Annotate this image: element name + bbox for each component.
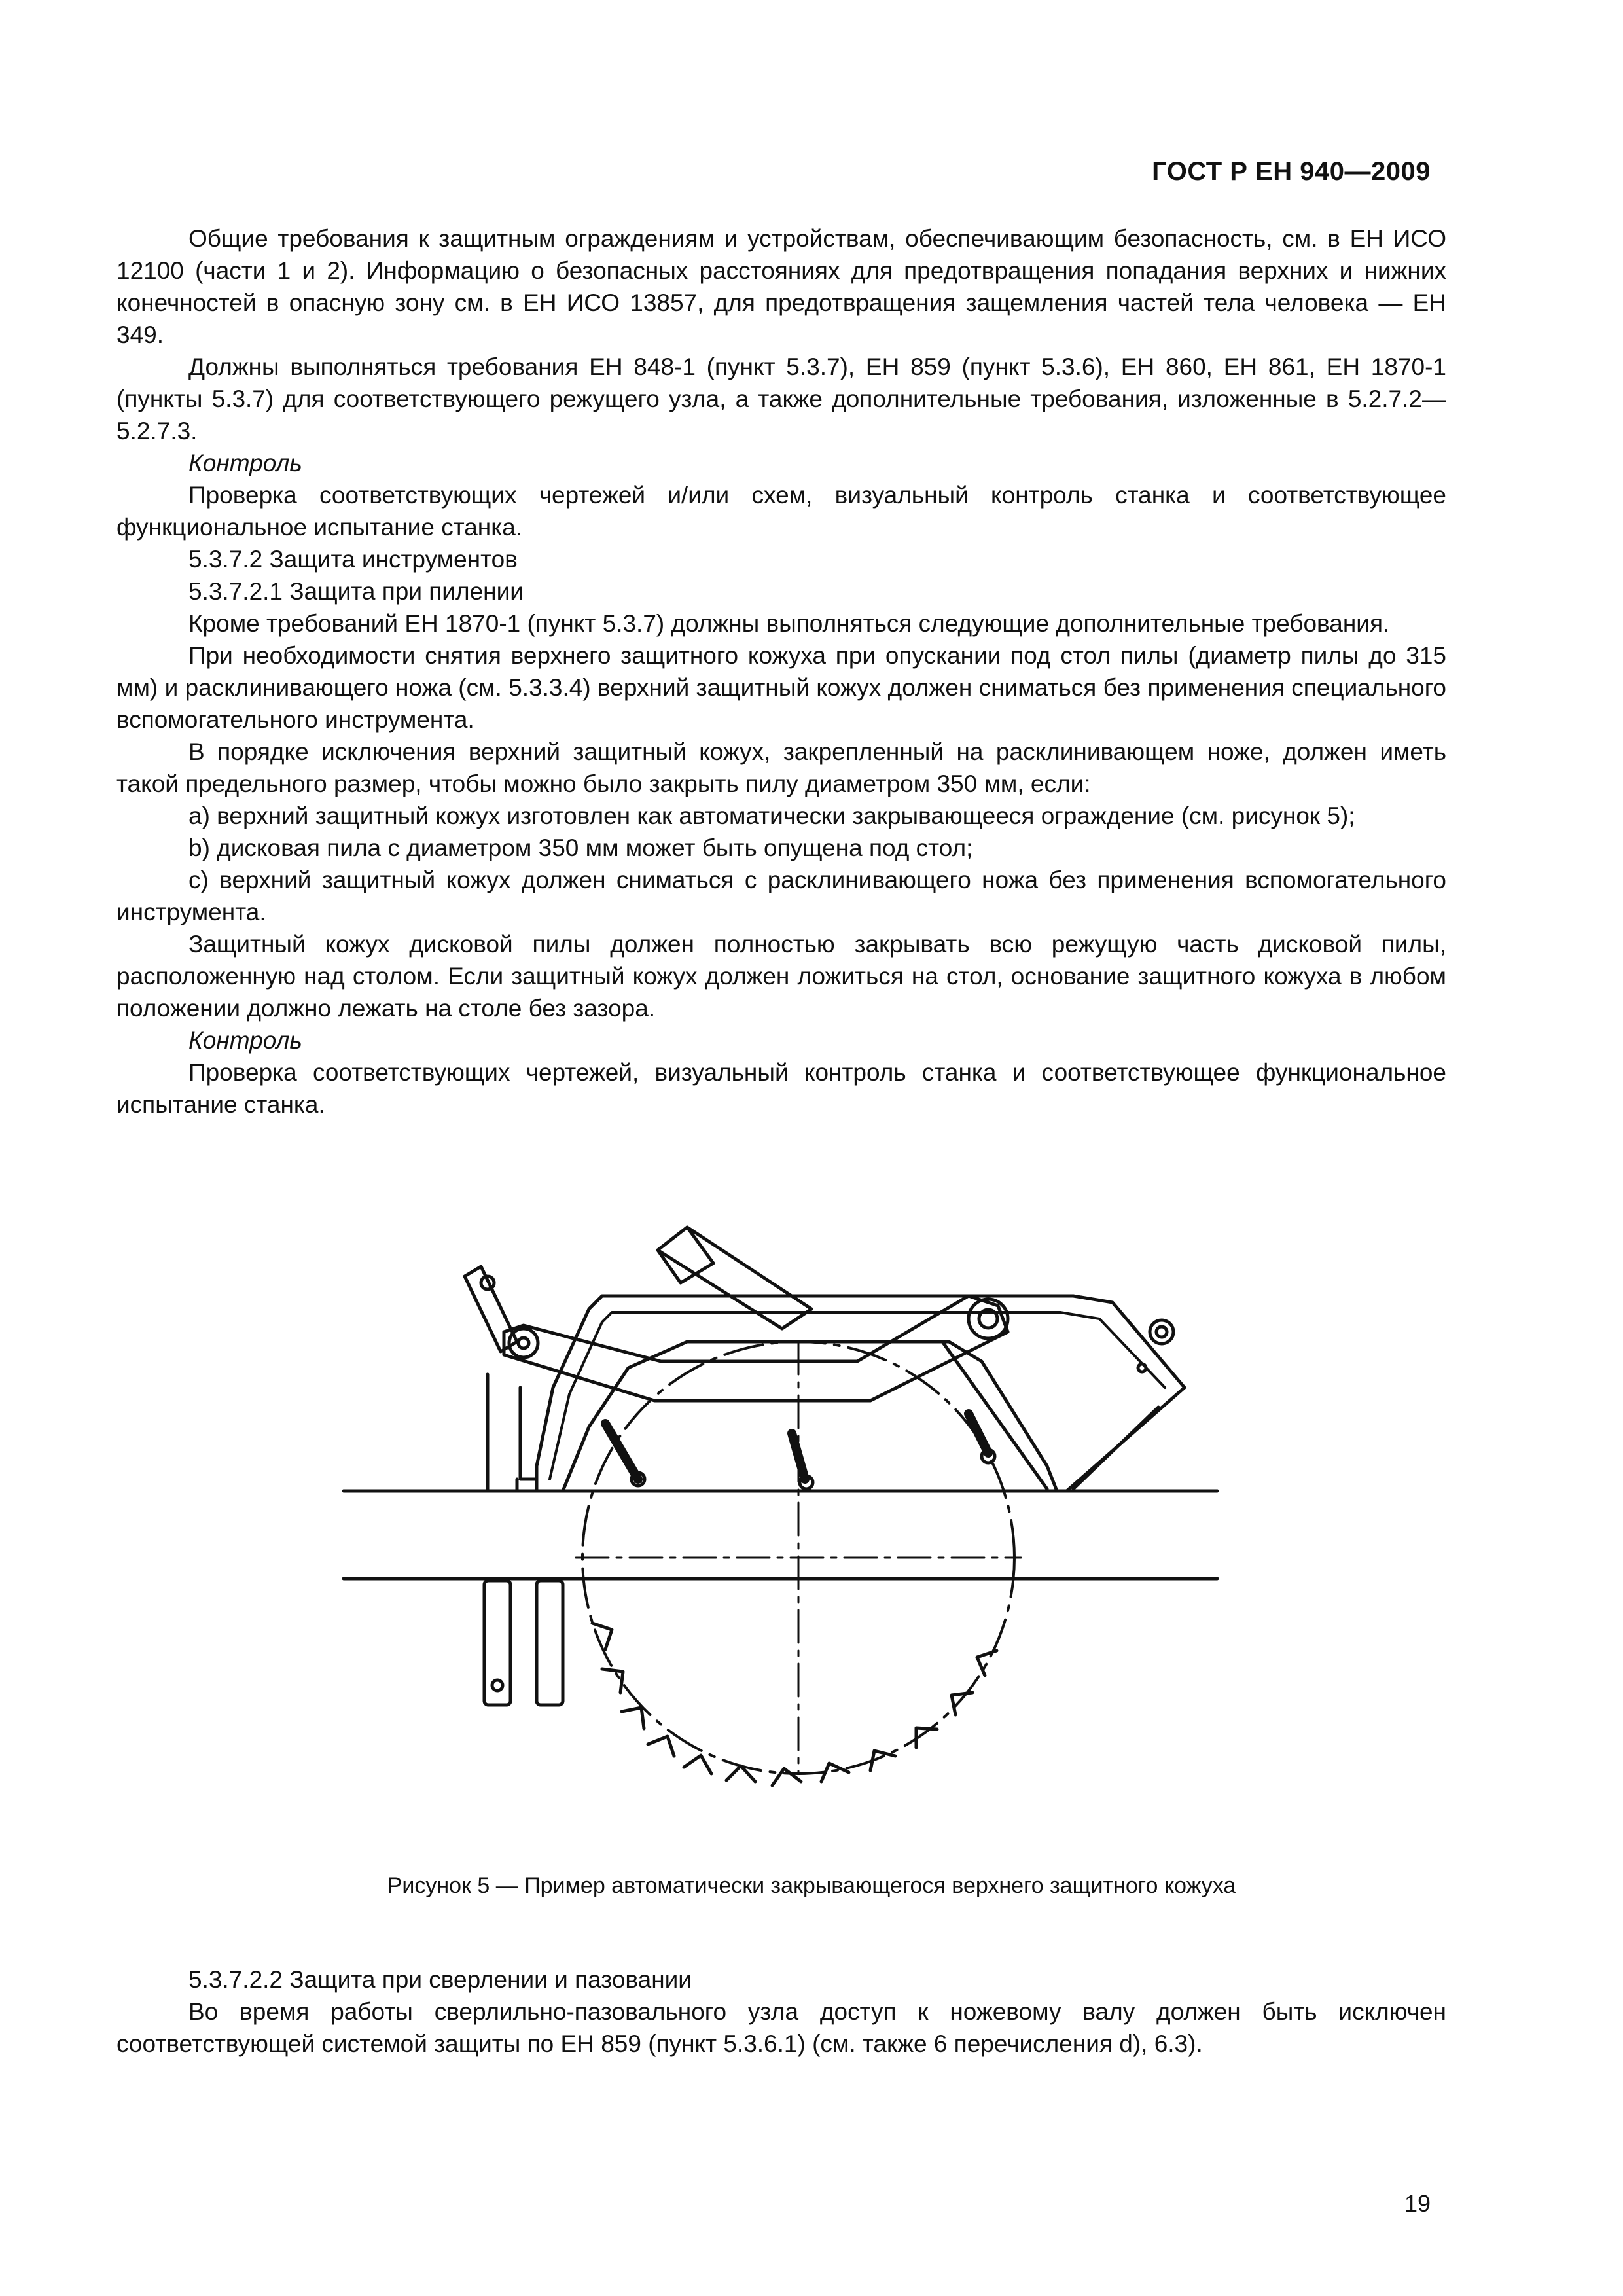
paragraph: В порядке исключения верхний защитный кожух, закрепленный на расклинивающем ноже, должен иметь такой предельного размер, чтобы можно было закрыть пилу диаметром 350 мм, если: [116,738,1446,797]
section-heading: 5.3.7.2.1 Защита при пилении [188,578,524,605]
paragraph: Защитный кожух дисковой пилы должен полностью закрывать всю режущую часть дисковой пилы, расположенную над столом. Если защитный кожух должен ложиться на стол, основание защитного кожуха в любом положении должно лежать на столе без зазора. [116,931,1446,1022]
saw-teeth [592,1623,997,1785]
control-heading: Контроль [188,450,302,476]
paragraph: Во время работы сверлильно-пазовального узла доступ к ножевому валу должен быть исключен соответствующей системой защиты по ЕН 859 (пункт 5.3.6.1) (см. также 6 перечисления d), 6.3). [116,1998,1446,2057]
paragraph: Проверка соответствующих чертежей и/или схем, визуальный контроль станка и соответствующее функциональное испытание станка. [116,482,1446,541]
body-text [116,223,1446,1121]
riving-knife-right [537,1581,563,1705]
pivot-rear [1150,1320,1173,1344]
document-header: ГОСТ Р ЕН 940—2009 [1152,157,1431,186]
list-item: a) верхний защитный кожух изготовлен как автоматически закрывающееся ограждение (см. рисунок 5); [188,802,1355,829]
paragraph: При необходимости снятия верхнего защитного кожуха при опускании под стол пилы (диаметр пилы до 315 мм) и расклинивающего ножа (см. 5.3.3.4) верхний защитный кожух должен сниматься без применения специального вспомогательного инструмента. [116,642,1446,733]
paragraph: Должны выполняться требования ЕН 848-1 (пункт 5.3.7), ЕН 859 (пункт 5.3.6), ЕН 860, ЕН 861, ЕН 1870-1 (пункты 5.3.7) для соответствующего режущего узла, а также дополнительные требования, изложенные в 5.2.7.2—5.2.7.3. [116,353,1446,444]
paragraph: Проверка соответствующих чертежей, визуальный контроль станка и соответствующее функциональное испытание станка. [116,1059,1446,1118]
control-heading: Контроль [188,1027,302,1054]
body-text-2 [116,1964,1446,2060]
figure-saw-guard [0,1191,1623,1846]
figure-caption: Рисунок 5 — Пример автоматически закрывающегося верхнего защитного кожуха [387,1873,1236,1898]
section-heading: 5.3.7.2 Защита инструментов [188,546,518,573]
list-item: c) верхний защитный кожух должен сниматься с расклинивающего ножа без применения вспомогательного инструмента. [116,867,1446,925]
page-number: 19 [1404,2190,1431,2217]
section-heading: 5.3.7.2.2 Защита при сверлении и пазовании [188,1966,692,1993]
list-item: b) дисковая пила с диаметром 350 мм может быть опущена под стол; [188,834,973,861]
saw-guard-drawing [0,1191,1623,1846]
paragraph: Кроме требований ЕН 1870-1 (пункт 5.3.7) должны выполняться следующие дополнительные требования. [188,610,1390,637]
paragraph: Общие требования к защитным ограждениям и устройствам, обеспечивающим безопасность, см. в ЕН ИСО 12100 (части 1 и 2). Информацию о безопасных расстояниях для предотвращения попадания верхних и нижних конечностей в опасную зону см. в ЕН ИСО 13857, для предотвращения защемления частей тела человека — ЕН 349. [116,225,1446,348]
riving-knife-left [484,1581,510,1705]
